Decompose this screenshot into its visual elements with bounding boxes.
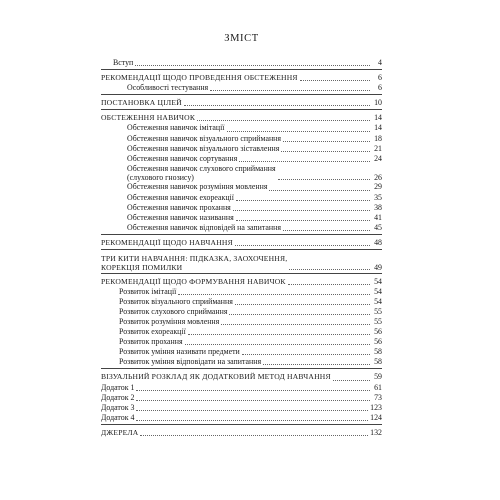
toc-entry-page-number: 48: [374, 237, 382, 247]
toc-entry[interactable]: [101, 403, 382, 413]
section-divider: [101, 234, 382, 235]
toc-entry-page-number: 26: [374, 173, 382, 183]
toc-entry-page-number: 132: [370, 427, 382, 437]
dot-leader: [278, 179, 370, 180]
toc-entry-page-number: 54: [374, 296, 382, 306]
toc-entry[interactable]: [101, 98, 382, 108]
toc-entry-page-number: 14: [374, 113, 382, 123]
section-divider: [101, 94, 382, 95]
toc-entry-page-number: 6: [378, 83, 382, 93]
toc-entry-label: РЕКОМЕНДАЦІЇ ЩОДО ПРОВЕДЕННЯ ОБСТЕЖЕННЯ: [101, 73, 298, 83]
toc-entry-label: ПОСТАНОВКА ЦІЛЕЙ: [101, 98, 182, 108]
dot-leader: [197, 120, 370, 121]
toc-entry-label: Обстеження навичок візуального зіставлення: [127, 143, 280, 153]
table-of-contents-page: [101, 32, 382, 438]
section-divider: [101, 424, 382, 425]
dot-leader: [236, 200, 370, 201]
toc-entry-label: Особливості тестування: [127, 83, 209, 93]
toc-entry[interactable]: [101, 58, 382, 68]
toc-entry-label: Розвиток візуального сприймання: [119, 296, 233, 306]
dot-leader: [239, 161, 370, 162]
dot-leader: [242, 354, 370, 355]
toc-entry-label: Додаток 2: [101, 392, 135, 402]
dot-leader: [140, 435, 368, 436]
toc-entry-label: ОБСТЕЖЕННЯ НАВИЧОК: [101, 113, 196, 123]
toc-entry-label: Обстеження навичок прохання: [127, 202, 231, 212]
toc-entry-page-number: 4: [378, 58, 382, 67]
toc-entry[interactable]: [101, 223, 382, 233]
toc-entry-page-number: 24: [374, 153, 382, 163]
toc-entry-label: Додаток 4: [101, 412, 135, 422]
toc-entry[interactable]: [101, 134, 382, 144]
section-divider: [101, 109, 382, 110]
dot-leader: [136, 420, 368, 421]
toc-entry-page-number: 56: [374, 337, 382, 347]
toc-entry-label: ТРИ КИТИ НАВЧАННЯ: ПІДКАЗКА, ЗАОХОЧЕННЯ, КОРЕКЦІЯ ПОМИЛКИ: [101, 253, 288, 272]
dot-leader: [136, 410, 368, 411]
dot-leader: [185, 344, 370, 345]
toc-entry-page-number: 55: [374, 316, 382, 326]
toc-entry-page-number: 49: [374, 262, 382, 272]
toc-entry[interactable]: [101, 413, 382, 423]
dot-leader: [283, 230, 370, 231]
dot-leader: [289, 269, 370, 270]
toc-entry[interactable]: [101, 203, 382, 213]
toc-entry-page-number: 14: [374, 123, 382, 133]
dot-leader: [221, 324, 370, 325]
toc-entry[interactable]: [101, 287, 382, 297]
toc-entry-label: Розвиток слухового сприймання: [119, 306, 228, 316]
toc-entry-label: ДЖЕРЕЛА: [101, 427, 139, 437]
toc-entry-page-number: 38: [374, 202, 382, 212]
toc-entry-label: Розвиток імітації: [119, 286, 177, 296]
toc-entry-label: Обстеження навичок сортування: [127, 153, 238, 163]
toc-entry-page-number: 73: [374, 392, 382, 402]
toc-entry[interactable]: [101, 372, 382, 382]
toc-entry-label: Обстеження навичок слухового сприймання (слухового гнозису): [127, 164, 276, 183]
toc-entry[interactable]: [101, 337, 382, 347]
dot-leader: [333, 380, 370, 381]
toc-entry[interactable]: [101, 83, 382, 93]
section-divider: [101, 273, 382, 274]
toc-entry-label: Розвиток ехореакції: [119, 327, 186, 337]
dot-leader: [184, 105, 370, 106]
toc-entry[interactable]: [101, 297, 382, 307]
toc-entry[interactable]: [101, 154, 382, 164]
toc-entry-page-number: 45: [374, 222, 382, 232]
toc-entry[interactable]: [101, 238, 382, 248]
toc-entry[interactable]: [101, 193, 382, 203]
dot-leader: [269, 190, 370, 191]
section-divider: [101, 69, 382, 70]
toc-entry[interactable]: [101, 428, 382, 438]
toc-entry-label: Вступ: [113, 58, 134, 67]
section-divider: [101, 249, 382, 250]
toc-entry-label: Обстеження навичок відповідей на запитання: [127, 222, 281, 232]
toc-entry-label: Додаток 1: [101, 382, 135, 392]
toc-list: [101, 58, 382, 438]
toc-entry-label: Обстеження навичок називання: [127, 212, 234, 222]
dot-leader: [178, 294, 370, 295]
dot-leader: [229, 314, 370, 315]
toc-entry-page-number: 124: [370, 412, 382, 422]
toc-entry-label: Розвиток уміння називати предмети: [119, 347, 240, 357]
toc-entry-page-number: 54: [374, 286, 382, 296]
toc-entry-page-number: 54: [374, 276, 382, 286]
toc-entry-label: Обстеження навичок ехореакції: [127, 192, 234, 202]
toc-entry-label: РЕКОМЕНДАЦІЇ ЩОДО НАВЧАННЯ: [101, 237, 233, 247]
dot-leader: [235, 245, 370, 246]
dot-leader: [283, 141, 370, 142]
dot-leader: [136, 400, 370, 401]
dot-leader: [281, 151, 370, 152]
toc-entry-label: Обстеження навичок розуміння мовлення: [127, 182, 268, 192]
toc-entry-label: ВІЗУАЛЬНИЙ РОЗКЛАД ЯК ДОДАТКОВИЙ МЕТОД НАВЧАННЯ: [101, 372, 331, 382]
toc-entry-label: Розвиток розуміння мовлення: [119, 316, 220, 326]
toc-entry[interactable]: [101, 317, 382, 327]
toc-entry[interactable]: [101, 383, 382, 393]
dot-leader: [135, 65, 370, 66]
dot-leader: [136, 390, 370, 391]
toc-entry-label: Додаток 3: [101, 402, 135, 412]
toc-entry-label: Розвиток уміння відповідати на запитання: [119, 357, 262, 367]
toc-entry-page-number: 55: [374, 306, 382, 316]
toc-entry-label: РЕКОМЕНДАЦІЇ ЩОДО ФОРМУВАННЯ НАВИЧОК: [101, 276, 286, 286]
dot-leader: [233, 210, 370, 211]
toc-entry-label: Розвиток прохання: [119, 337, 183, 347]
toc-entry-label: Обстеження навичок імітації: [127, 123, 225, 133]
dot-leader: [210, 90, 370, 91]
toc-entry-page-number: 58: [374, 347, 382, 357]
toc-entry[interactable]: [101, 277, 382, 287]
toc-entry[interactable]: [101, 73, 382, 83]
dot-leader: [288, 284, 370, 285]
toc-entry-page-number: 29: [374, 182, 382, 192]
toc-entry[interactable]: [101, 123, 382, 133]
toc-entry-page-number: 56: [374, 327, 382, 337]
toc-entry[interactable]: [101, 307, 382, 317]
toc-entry-page-number: 58: [374, 357, 382, 367]
toc-entry-page-number: 6: [378, 73, 382, 83]
dot-leader: [236, 220, 370, 221]
section-divider: [101, 368, 382, 369]
toc-entry[interactable]: [101, 182, 382, 192]
toc-entry[interactable]: [101, 164, 382, 183]
dot-leader: [227, 131, 371, 132]
toc-entry[interactable]: [101, 393, 382, 403]
toc-entry-page-number: 123: [370, 402, 382, 412]
toc-entry-page-number: 59: [374, 372, 382, 382]
toc-entry[interactable]: [101, 213, 382, 223]
toc-entry-page-number: 21: [374, 143, 382, 153]
dot-leader: [235, 304, 370, 305]
toc-entry-label: Обстеження навичок візуального сприймання: [127, 133, 282, 143]
dot-leader: [188, 334, 370, 335]
toc-entry-page-number: 18: [374, 133, 382, 143]
toc-entry[interactable]: [101, 253, 382, 272]
dot-leader: [263, 364, 370, 365]
toc-entry[interactable]: [101, 144, 382, 154]
toc-entry[interactable]: [101, 347, 382, 357]
toc-entry-page-number: 61: [374, 382, 382, 392]
toc-entry-page-number: 10: [374, 98, 382, 108]
toc-entry-page-number: 35: [374, 192, 382, 202]
toc-entry[interactable]: [101, 327, 382, 337]
toc-title: ЗМІСТ: [224, 33, 259, 44]
toc-entry[interactable]: [101, 113, 382, 123]
toc-entry[interactable]: [101, 357, 382, 367]
dot-leader: [300, 80, 370, 81]
toc-entry-page-number: 41: [374, 212, 382, 222]
